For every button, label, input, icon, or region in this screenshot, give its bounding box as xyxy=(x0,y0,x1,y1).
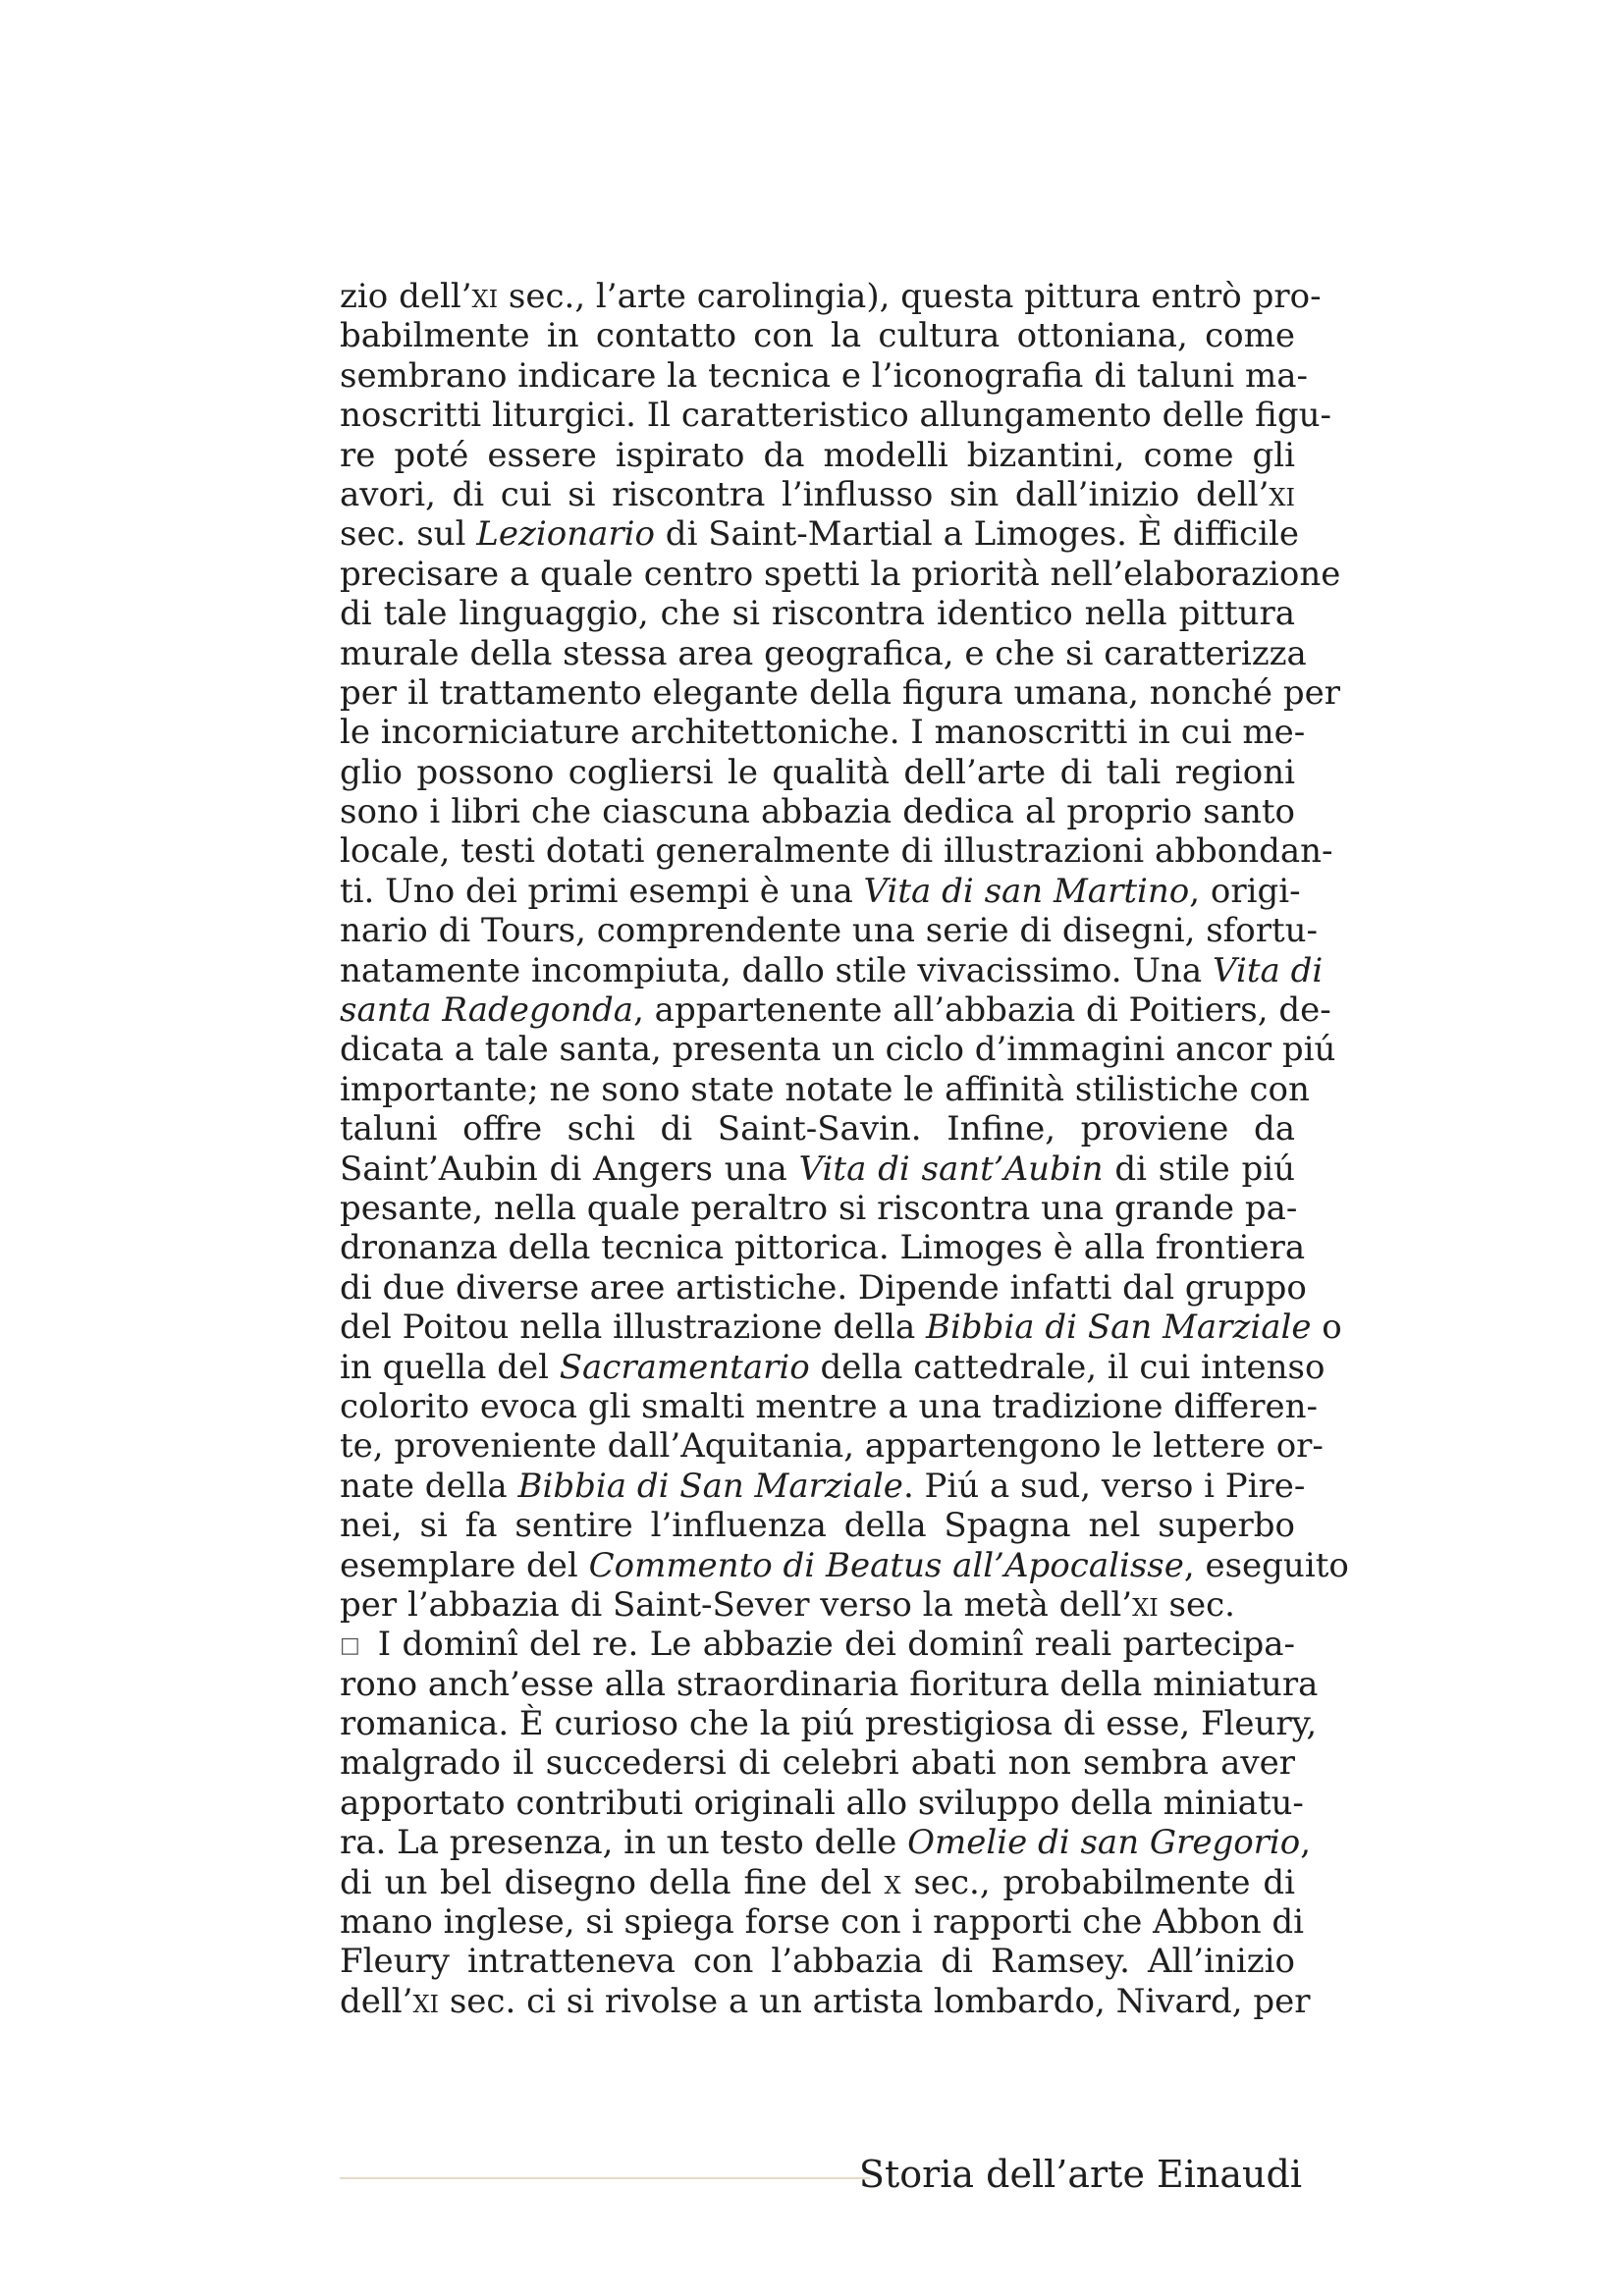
text-line xyxy=(340,950,1324,990)
text-line xyxy=(340,1942,1295,1981)
text-line xyxy=(340,1109,1295,1148)
text-run: Fleury intratteneva con l’abbazia di Ramsey. All’inizio xyxy=(340,1942,1295,1982)
text-line xyxy=(340,911,1319,951)
text-run: te, proveniente dall’Aquitania, appartengono le lettere or- xyxy=(340,1426,1324,1467)
text-run: in quella del xyxy=(340,1347,560,1387)
text-line xyxy=(340,1585,1295,1625)
text-line xyxy=(340,672,1340,713)
italic-title: Bibbia di San Marziale xyxy=(926,1308,1312,1348)
text-run: locale, testi dotati generalmente di illustrazioni abbondan- xyxy=(340,831,1333,872)
text-line xyxy=(340,1149,1295,1189)
text-run: di stile piú xyxy=(1103,1148,1296,1189)
italic-title: santa Radegonda xyxy=(340,990,634,1031)
text-line xyxy=(340,1069,1310,1109)
text-run: precisare a quale centro spetti la priorità nell’elaborazione xyxy=(340,554,1341,594)
text-run: nei, si fa sentire l’influenza della Spagna nel superbo xyxy=(340,1506,1295,1546)
italic-title: Vita di xyxy=(1213,950,1324,990)
text-line xyxy=(340,355,1308,396)
text-run: dicata a tale santa, presenta un ciclo d’immagini ancor piú xyxy=(340,1030,1336,1070)
text-run: zio dell’ xyxy=(340,277,472,316)
text-run: di un bel disegno della fine del xyxy=(340,1862,885,1902)
italic-title: Commento di Beatus all’Apocalisse xyxy=(588,1545,1184,1585)
text-run: , eseguito xyxy=(1183,1545,1349,1585)
text-run: I dominî del re. Le abbazie dei dominî reali partecipa- xyxy=(366,1625,1296,1665)
text-run: nate della xyxy=(340,1466,518,1506)
text-run: rono anch’esse alla straordinaria fioritura della miniatura xyxy=(340,1664,1319,1704)
text-run: di Saint-Martial a Limoges. È difficile xyxy=(655,514,1299,555)
text-line xyxy=(340,1625,1295,1664)
text-run: , appartenente all’abbazia di Poitiers, de- xyxy=(633,990,1331,1031)
text-line xyxy=(340,1030,1336,1070)
text-run: ra. La presenza, in un testo delle xyxy=(340,1823,908,1863)
text-line xyxy=(340,1981,1311,2021)
text-line xyxy=(340,831,1333,872)
text-run: murale della stessa area geografica, e che si caratterizza xyxy=(340,633,1307,673)
italic-title: Bibbia di San Marziale xyxy=(517,1466,903,1506)
roman-numeral: x xyxy=(884,1862,901,1902)
roman-numeral: xi xyxy=(412,1981,440,2021)
text-line xyxy=(340,1506,1295,1545)
text-run: natamente incompiuta, dallo stile vivacissimo. Una xyxy=(340,950,1214,990)
italic-title: Sacramentario xyxy=(559,1347,810,1387)
text-run: di due diverse aree artistiche. Dipende infatti dal gruppo xyxy=(340,1267,1307,1308)
text-run: apportato contributi originali allo sviluppo della miniatu- xyxy=(340,1783,1304,1823)
text-run: , origi- xyxy=(1189,871,1301,911)
text-line xyxy=(340,1704,1318,1744)
italic-title: Omelie di san Gregorio xyxy=(907,1823,1301,1863)
text-run: esemplare del xyxy=(340,1545,589,1585)
text-line xyxy=(340,792,1295,831)
text-line xyxy=(340,1426,1324,1467)
text-run: , xyxy=(1300,1823,1312,1863)
text-run: sec. xyxy=(1158,1584,1235,1625)
text-run: di tale linguaggio, che si riscontra identico nella pittura xyxy=(340,594,1295,634)
text-run: della cattedrale, il cui intenso xyxy=(809,1347,1325,1387)
text-run: sec. sul xyxy=(340,514,477,555)
text-line xyxy=(340,1308,1342,1348)
text-run: nario di Tours, comprendente una serie di disegni, sfortu- xyxy=(340,911,1319,951)
text-run: ti. Uno dei primi esempi è una xyxy=(340,871,864,911)
text-line xyxy=(340,594,1295,633)
text-run: pesante, nella quale peraltro si riscontra una grande pa- xyxy=(340,1188,1298,1228)
footer-title: Storia dell’arte Einaudi xyxy=(858,2153,1302,2196)
text-run: o xyxy=(1311,1308,1342,1348)
text-line xyxy=(340,1545,1349,1585)
text-run: Saint’Aubin di Angers una xyxy=(340,1148,799,1189)
text-run: noscritti liturgici. Il caratteristico allungamento delle figu- xyxy=(340,396,1331,436)
text-line xyxy=(340,316,1295,355)
text-line xyxy=(340,1902,1305,1943)
footer-rule xyxy=(340,2177,870,2179)
text-line xyxy=(340,1267,1307,1308)
text-run: del Poitou nella illustrazione della xyxy=(340,1308,927,1348)
text-run: sembrano indicare la tecnica e l’iconografia di taluni ma- xyxy=(340,355,1308,396)
text-run: sec. ci si rivolse a un artista lombardo, Nivard, per xyxy=(439,1981,1311,2021)
text-run: sec., l’arte carolingia), questa pittura entrò pro- xyxy=(498,277,1322,316)
text-run: . Piú a sud, verso i Pire- xyxy=(902,1466,1306,1506)
text-run: per l’abbazia di Saint-Sever verso la metà dell’ xyxy=(340,1584,1133,1625)
text-line xyxy=(340,990,1331,1031)
text-run: dell’ xyxy=(340,1981,413,2021)
text-line xyxy=(340,554,1341,594)
text-line xyxy=(340,475,1295,514)
text-line xyxy=(340,871,1301,911)
text-line xyxy=(340,1228,1306,1268)
text-line xyxy=(340,1783,1304,1823)
text-run: babilmente in contatto con la cultura ottoniana, come xyxy=(340,316,1295,356)
roman-numeral: xi xyxy=(1269,474,1295,514)
text-run: glio possono cogliersi le qualità dell’arte di tali regioni xyxy=(340,752,1295,792)
text-line xyxy=(340,1386,1318,1426)
text-line xyxy=(340,1664,1319,1704)
text-line xyxy=(340,436,1295,475)
text-line xyxy=(340,396,1331,436)
text-run: romanica. È curioso che la piú prestigiosa di esse, Fleury, xyxy=(340,1704,1318,1744)
text-line xyxy=(340,713,1306,753)
text-line xyxy=(340,277,1322,316)
italic-title: Vita di sant’Aubin xyxy=(798,1148,1104,1189)
text-run: re poté essere ispirato da modelli bizantini, come gli xyxy=(340,435,1295,475)
text-run: avori, di cui si riscontra l’influsso sin dall’inizio dell’ xyxy=(340,474,1270,514)
text-line xyxy=(340,514,1299,555)
text-run: taluni offre schi di Saint-Savin. Infine, proviene da xyxy=(340,1109,1295,1149)
text-line xyxy=(340,1743,1295,1783)
text-line xyxy=(340,1347,1325,1387)
text-run: le incorniciature architettoniche. I manoscritti in cui me- xyxy=(340,713,1306,753)
italic-title: Vita di san Martino xyxy=(863,871,1190,911)
text-line xyxy=(340,1188,1298,1228)
text-run: per il trattamento elegante della figura umana, nonché per xyxy=(340,672,1340,713)
text-line xyxy=(340,1466,1306,1506)
text-line xyxy=(340,1863,1295,1902)
text-run: colorito evoca gli smalti mentre a una tradizione differen- xyxy=(340,1386,1318,1426)
text-line xyxy=(340,1823,1312,1863)
text-run: dronanza della tecnica pittorica. Limoges è alla frontiera xyxy=(340,1228,1306,1268)
roman-numeral: xi xyxy=(471,277,499,316)
text-line xyxy=(340,753,1295,792)
text-run: importante; ne sono state notate le affinità stilistiche con xyxy=(340,1069,1310,1109)
roman-numeral: xi xyxy=(1132,1584,1159,1625)
text-run: mano inglese, si spiega forse con i rapporti che Abbon di xyxy=(340,1902,1305,1943)
section-bullet-icon: □ xyxy=(340,1633,361,1659)
italic-title: Lezionario xyxy=(476,514,655,555)
text-run: sono i libri che ciascuna abbazia dedica al proprio santo xyxy=(340,792,1295,832)
text-run: malgrado il succedersi di celebri abati non sembra aver xyxy=(340,1743,1295,1784)
text-line xyxy=(340,633,1307,673)
text-run: sec., probabilmente di xyxy=(900,1862,1296,1902)
body-text xyxy=(340,277,1349,2021)
